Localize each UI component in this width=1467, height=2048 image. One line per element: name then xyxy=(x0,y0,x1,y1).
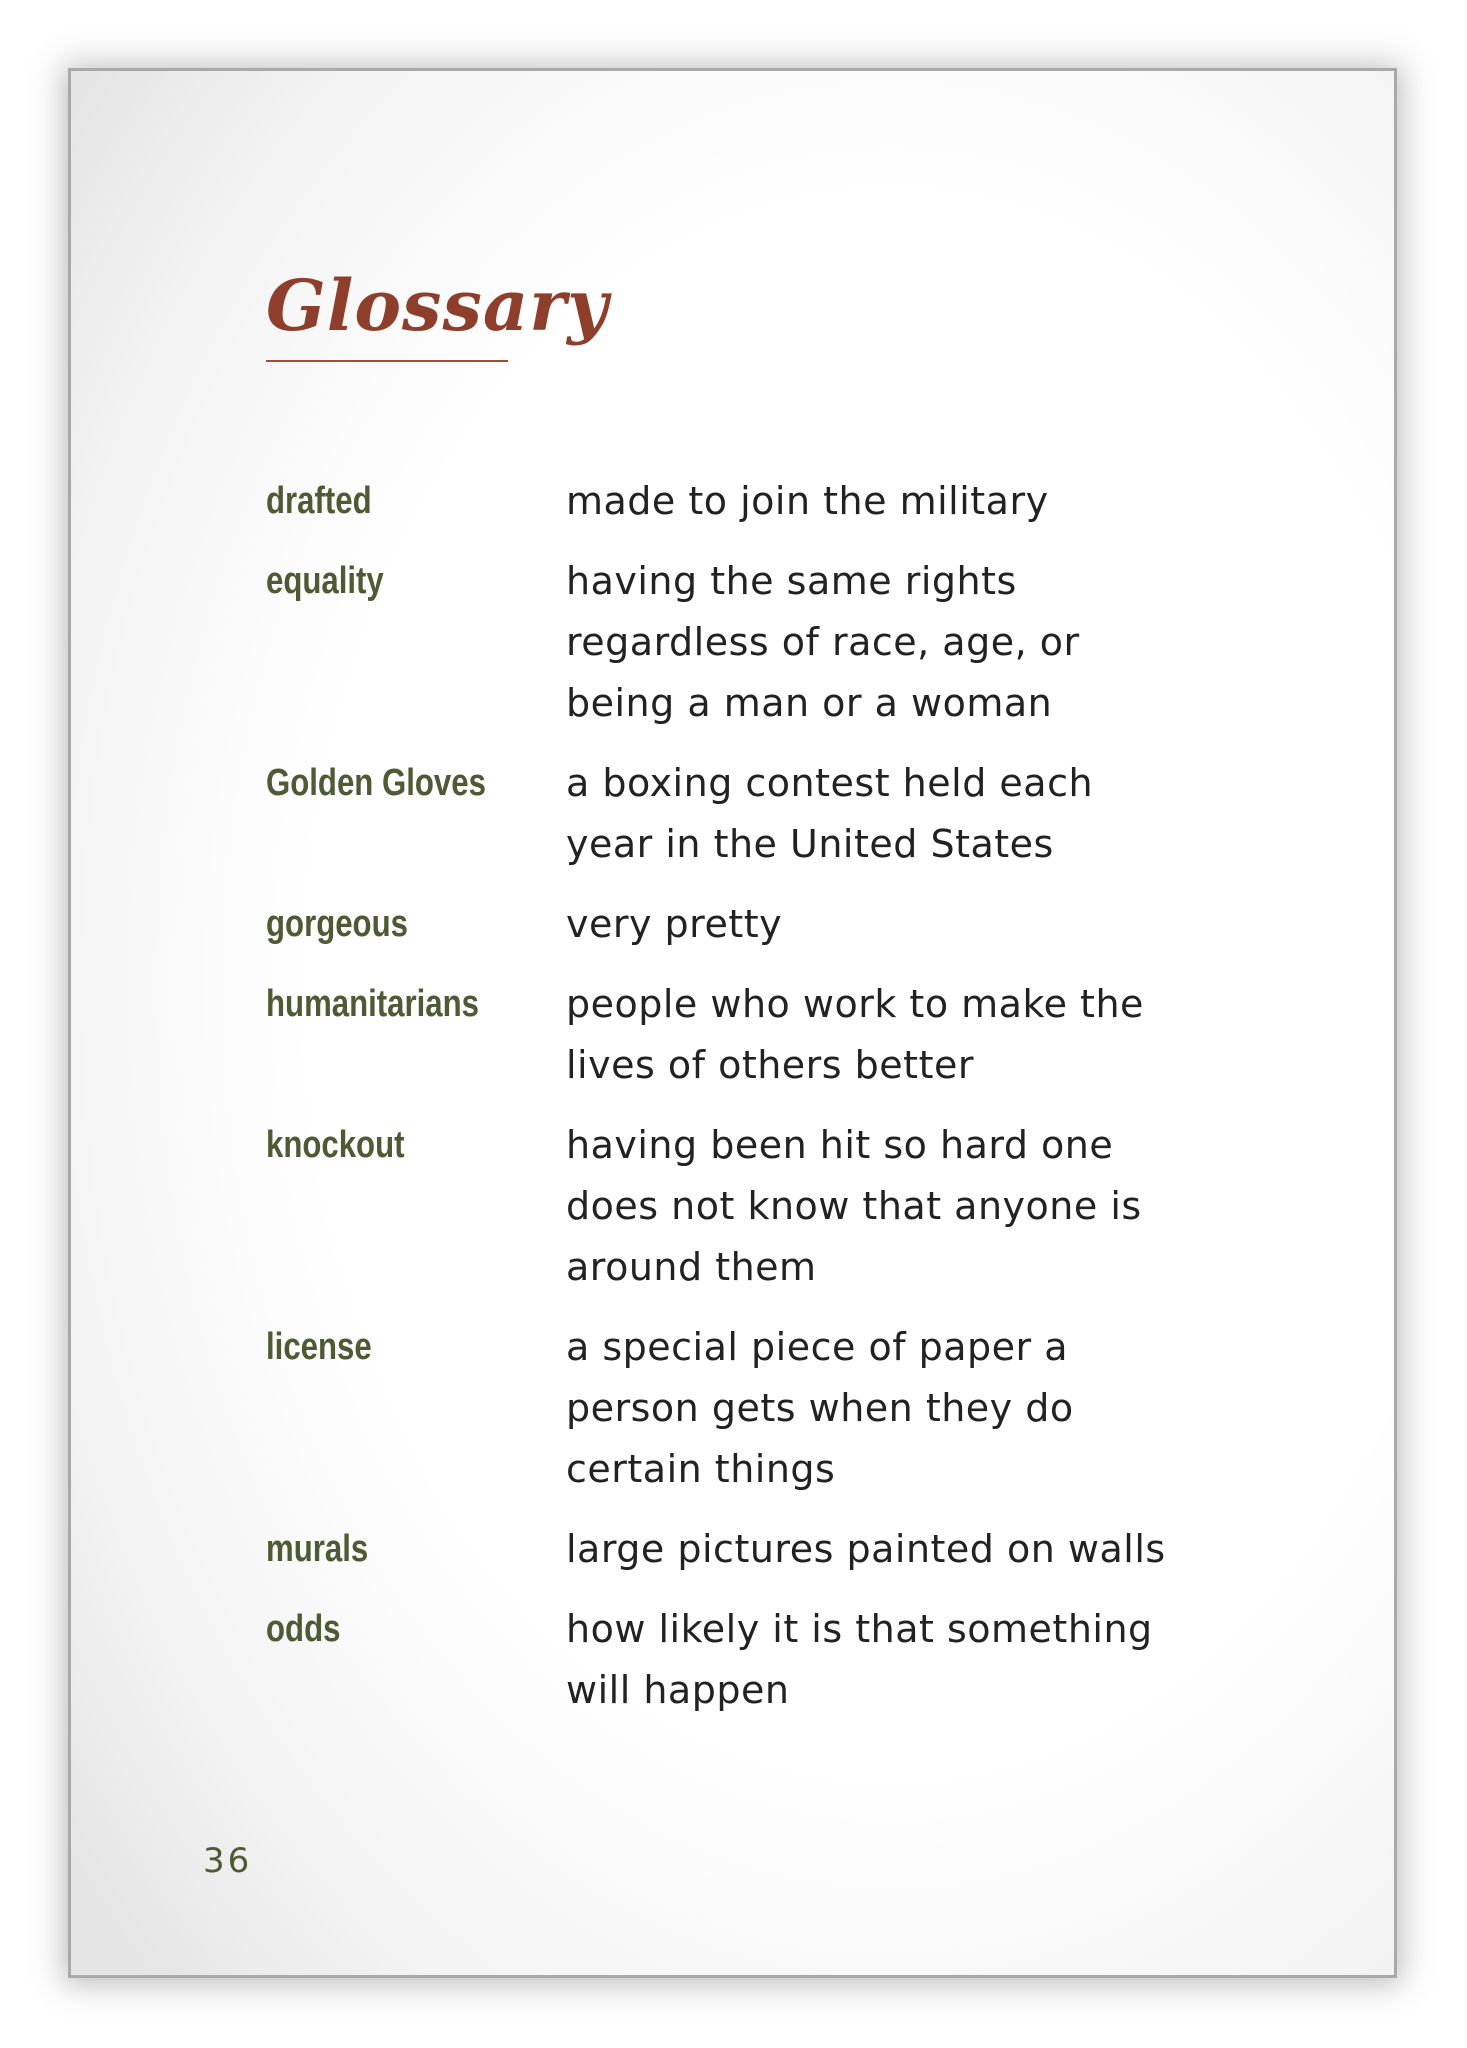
glossary-definition xyxy=(566,471,1166,532)
definition-line: year in the United States xyxy=(566,822,1054,866)
glossary-definition xyxy=(566,1317,1166,1500)
glossary-list xyxy=(266,476,1266,1745)
glossary-entry xyxy=(266,899,1266,955)
definition-line: a special piece of paper a xyxy=(566,1325,1069,1369)
glossary-entry xyxy=(266,556,1266,734)
definition-line: will happen xyxy=(566,1668,790,1712)
glossary-definition xyxy=(566,1115,1166,1298)
glossary-entry xyxy=(266,758,1266,875)
definition-line: a boxing contest held each xyxy=(566,761,1094,805)
glossary-entry xyxy=(266,1120,1266,1298)
glossary-term: equality xyxy=(266,560,384,602)
glossary-term: Golden Gloves xyxy=(266,762,486,804)
page-number: 36 xyxy=(203,1841,253,1881)
definition-line: around them xyxy=(566,1245,817,1289)
glossary-entry xyxy=(266,1604,1266,1721)
definition-line: being a man or a woman xyxy=(566,681,1053,725)
definition-line: how likely it is that something xyxy=(566,1607,1153,1651)
definition-line: made to join the military xyxy=(566,479,1049,523)
glossary-entry xyxy=(266,979,1266,1096)
definition-line: having the same rights xyxy=(566,559,1017,603)
page-title: Glossary xyxy=(266,264,609,347)
title-underline xyxy=(266,360,508,362)
glossary-definition xyxy=(566,1519,1166,1580)
glossary-definition xyxy=(566,753,1166,875)
glossary-entry xyxy=(266,1322,1266,1500)
glossary-definition xyxy=(566,894,1166,955)
glossary-definition xyxy=(566,974,1166,1096)
definition-line: certain things xyxy=(566,1447,836,1491)
definition-line: regardless of race, age, or xyxy=(566,620,1080,664)
definition-line: having been hit so hard one xyxy=(566,1123,1114,1167)
definition-line: person gets when they do xyxy=(566,1386,1074,1430)
glossary-term: murals xyxy=(266,1528,369,1570)
glossary-term: license xyxy=(266,1326,372,1368)
glossary-term: gorgeous xyxy=(266,903,408,945)
definition-line: large pictures painted on walls xyxy=(566,1527,1166,1571)
definition-line: lives of others better xyxy=(566,1043,974,1087)
glossary-term: drafted xyxy=(266,480,372,522)
glossary-definition xyxy=(566,551,1166,734)
definition-line: people who work to make the xyxy=(566,982,1144,1026)
definition-line: very pretty xyxy=(566,902,783,946)
glossary-term: humanitarians xyxy=(266,983,479,1025)
glossary-entry xyxy=(266,476,1266,532)
book-page xyxy=(68,68,1397,1978)
definition-line: does not know that anyone is xyxy=(566,1184,1142,1228)
glossary-definition xyxy=(566,1599,1166,1721)
glossary-entry xyxy=(266,1524,1266,1580)
glossary-term: odds xyxy=(266,1608,341,1650)
glossary-term: knockout xyxy=(266,1124,405,1166)
